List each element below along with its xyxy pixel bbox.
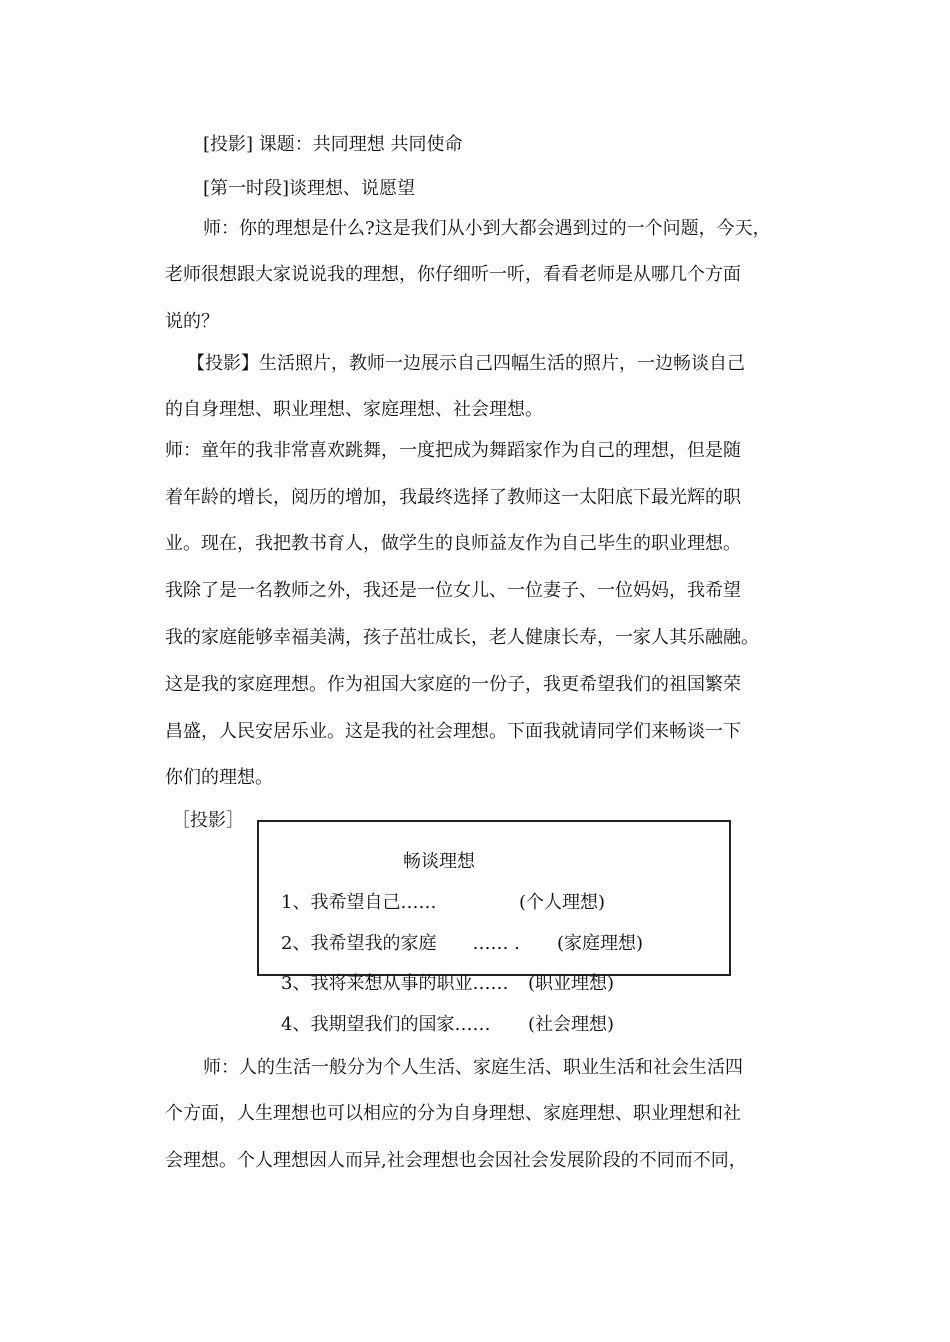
box-item-1-text: 1、我希望自己…… xyxy=(281,892,437,913)
box-item-4-tag: (社会理想) xyxy=(528,1014,615,1035)
para1-line3: 说的？ xyxy=(165,311,219,332)
para3-line2: 着年龄的增长，阅历的增加，我最终选择了教师这一太阳底下最光辉的职 xyxy=(165,487,741,508)
para4-line1: 师：人的生活一般分为个人生活、家庭生活、职业生活和社会生活四 xyxy=(203,1057,743,1078)
para3-line7: 昌盛，人民安居乐业。这是我的社会理想。下面我就请同学们来畅谈一下 xyxy=(165,721,741,742)
para1-line2: 老师很想跟大家说说我的理想，你仔细听一听，看看老师是从哪几个方面 xyxy=(165,264,741,285)
para2-line1: 【投影】生活照片，教师一边展示自己四幅生活的照片，一边畅谈自己 xyxy=(187,353,745,374)
para1-line1: 师：你的理想是什么?这是我们从小到大都会遇到过的一个问题，今天， xyxy=(203,218,771,239)
box-title: 畅谈理想 xyxy=(403,851,475,872)
para3-line8: 你们的理想。 xyxy=(165,767,273,788)
box-item-3-text: 3、我将来想从事的职业…… xyxy=(281,973,509,994)
box-item-3-tag: (职业理想) xyxy=(528,973,615,994)
box-item-2-text: 2、我希望我的家庭 …… . xyxy=(281,933,520,954)
para4-line2: 个方面，人生理想也可以相应的分为自身理想、家庭理想、职业理想和社 xyxy=(165,1103,741,1124)
para3-line6: 这是我的家庭理想。作为祖国大家庭的一份子，我更希望我们的祖国繁荣 xyxy=(165,674,741,695)
lesson-topic: [投影] 课题：共同理想 共同使命 xyxy=(203,134,463,155)
box-item-1-tag: (个人理想) xyxy=(519,892,606,913)
para3-line4: 我除了是一名教师之外，我还是一位女儿、一位妻子、一位妈妈，我希望 xyxy=(165,580,741,601)
para3-line1: 师：童年的我非常喜欢跳舞，一度把成为舞蹈家作为自己的理想，但是随 xyxy=(165,440,741,461)
projection-label: ［投影］ xyxy=(172,810,244,831)
box-item-2-tag: (家庭理想) xyxy=(557,933,644,954)
para4-line3: 会理想。个人理想因人而异,社会理想也会因社会发展阶段的不同而不同， xyxy=(165,1150,747,1171)
lesson-period: [第一时段]谈理想、说愿望 xyxy=(203,178,416,199)
para3-line3: 业。现在，我把教书育人，做学生的良师益友作为自己毕生的职业理想。 xyxy=(165,533,741,554)
box-item-4-text: 4、我期望我们的国家…… xyxy=(281,1014,491,1035)
para2-line2: 的自身理想、职业理想、家庭理想、社会理想。 xyxy=(165,399,543,420)
para3-line5: 我的家庭能够幸福美满，孩子茁壮成长，老人健康长寿，一家人其乐融融。 xyxy=(165,627,759,648)
